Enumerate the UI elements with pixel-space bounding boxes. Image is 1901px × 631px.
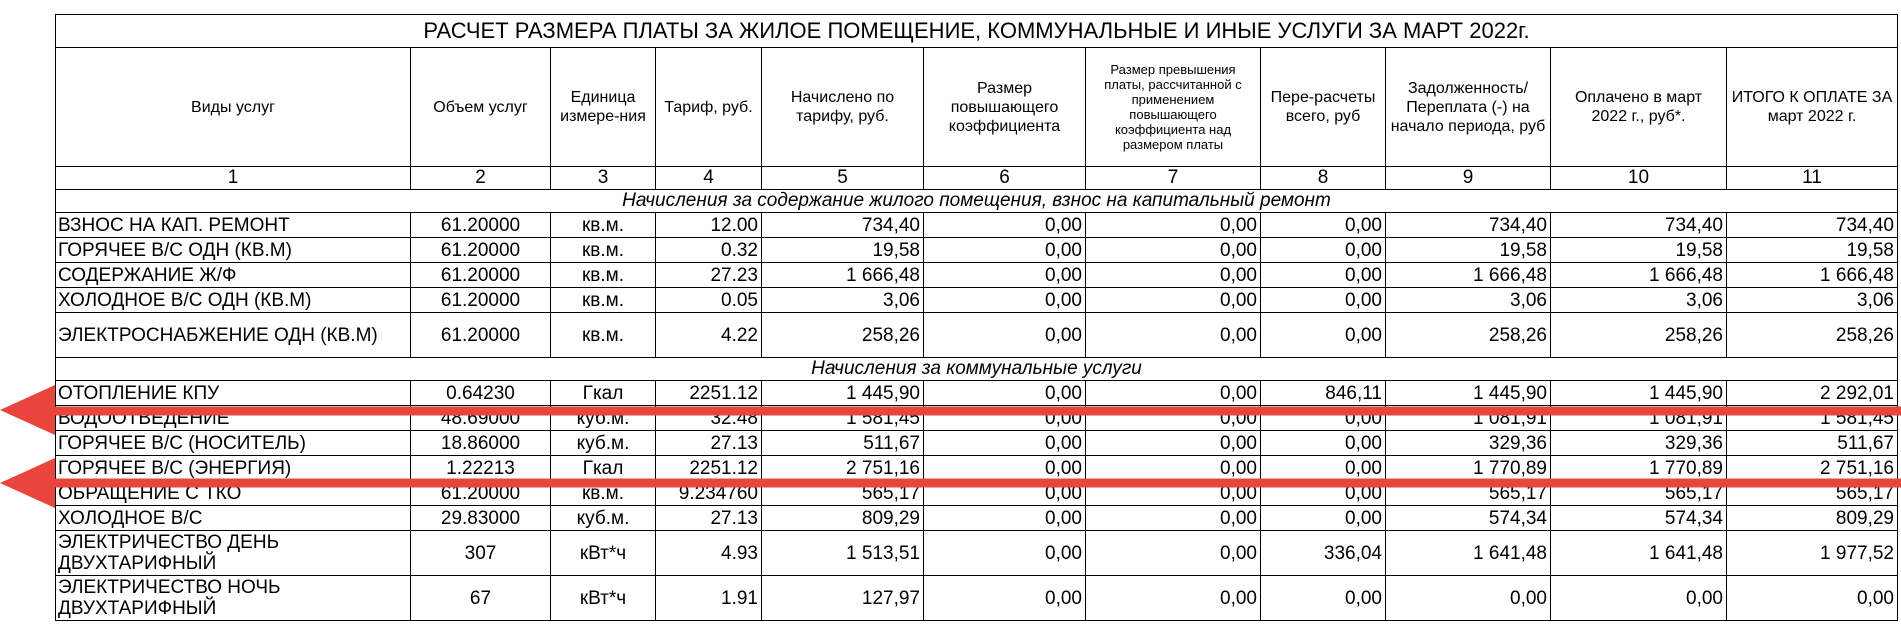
cell-col-11: 809,29 (1727, 506, 1898, 531)
cell-col-8: 0,00 (1261, 576, 1386, 621)
cell-col-3: куб.м. (551, 431, 656, 456)
cell-col-5: 127,97 (762, 576, 924, 621)
cell-col-6: 0,00 (924, 506, 1086, 531)
cell-col-6: 0,00 (924, 238, 1086, 263)
cell-col-9: 734,40 (1386, 213, 1551, 238)
cell-col-9: 1 641,48 (1386, 531, 1551, 576)
cell-col-2: 61.20000 (411, 213, 551, 238)
cell-col-5: 1 581,45 (762, 406, 924, 431)
cell-col-8: 0,00 (1261, 263, 1386, 288)
cell-col-2: 29.83000 (411, 506, 551, 531)
cell-col-3: кВт*ч (551, 576, 656, 621)
cell-col-8: 0,00 (1261, 406, 1386, 431)
cell-col-10: 0,00 (1551, 576, 1727, 621)
cell-col-6: 0,00 (924, 263, 1086, 288)
cell-col-9: 19,58 (1386, 238, 1551, 263)
cell-col-7: 0,00 (1086, 381, 1261, 406)
cell-col-7: 0,00 (1086, 431, 1261, 456)
arrow-heating-head (0, 385, 55, 435)
service-name: ГОРЯЧЕЕ В/С (ЭНЕРГИЯ) (56, 456, 411, 481)
table-row (56, 313, 1898, 358)
cell-col-6: 0,00 (924, 213, 1086, 238)
table-row (56, 238, 1898, 263)
cell-col-4: 27.23 (656, 263, 762, 288)
cell-col-9: 1 445,90 (1386, 381, 1551, 406)
cell-col-4: 2251.12 (656, 381, 762, 406)
cell-col-11: 734,40 (1727, 213, 1898, 238)
cell-col-2: 0.64230 (411, 381, 551, 406)
service-name: ГОРЯЧЕЕ В/С ОДН (КВ.М) (56, 238, 411, 263)
cell-col-8: 0,00 (1261, 288, 1386, 313)
cell-col-7: 0,00 (1086, 481, 1261, 506)
cell-col-4: 27.13 (656, 431, 762, 456)
cell-col-6: 0,00 (924, 481, 1086, 506)
cell-col-11: 1 581,45 (1727, 406, 1898, 431)
cell-col-5: 258,26 (762, 313, 924, 358)
service-name: ЭЛЕКТРОСНАБЖЕНИЕ ОДН (КВ.М) (56, 313, 411, 358)
payment-document (55, 14, 1897, 621)
cell-col-5: 734,40 (762, 213, 924, 238)
cell-col-10: 1 770,89 (1551, 456, 1727, 481)
cell-col-3: куб.м. (551, 506, 656, 531)
header-col-11: ИТОГО К ОПЛАТЕ ЗА март 2022 г. (1727, 48, 1898, 167)
cell-col-5: 565,17 (762, 481, 924, 506)
cell-col-3: кВт*ч (551, 531, 656, 576)
header-col-10: Оплачено в март 2022 г., руб*. (1551, 48, 1727, 167)
cell-col-2: 61.20000 (411, 481, 551, 506)
cell-col-9: 258,26 (1386, 313, 1551, 358)
cell-col-8: 0,00 (1261, 313, 1386, 358)
table-row (56, 576, 1898, 621)
cell-col-11: 3,06 (1727, 288, 1898, 313)
cell-col-11: 1 977,52 (1727, 531, 1898, 576)
cell-col-5: 1 666,48 (762, 263, 924, 288)
service-name: ЭЛЕКТРИЧЕСТВО НОЧЬ ДВУХТАРИФНЫЙ (56, 576, 411, 621)
table-row (56, 481, 1898, 506)
cell-col-5: 1 513,51 (762, 531, 924, 576)
column-number: 7 (1086, 167, 1261, 190)
cell-col-6: 0,00 (924, 531, 1086, 576)
header-col-4: Тариф, руб. (656, 48, 762, 167)
cell-col-6: 0,00 (924, 576, 1086, 621)
cell-col-10: 1 081,91 (1551, 406, 1727, 431)
cell-col-10: 734,40 (1551, 213, 1727, 238)
header-col-8: Пере-расчеты всего, руб (1261, 48, 1386, 167)
cell-col-10: 565,17 (1551, 481, 1727, 506)
cell-col-5: 511,67 (762, 431, 924, 456)
table-row (56, 531, 1898, 576)
cell-col-8: 846,11 (1261, 381, 1386, 406)
cell-col-11: 565,17 (1727, 481, 1898, 506)
cell-col-3: Гкал (551, 381, 656, 406)
cell-col-10: 1 641,48 (1551, 531, 1727, 576)
cell-col-7: 0,00 (1086, 288, 1261, 313)
cell-col-3: кв.м. (551, 288, 656, 313)
service-name: ЭЛЕКТРИЧЕСТВО ДЕНЬ ДВУХТАРИФНЫЙ (56, 531, 411, 576)
cell-col-3: куб.м. (551, 406, 656, 431)
cell-col-4: 0.05 (656, 288, 762, 313)
cell-col-7: 0,00 (1086, 506, 1261, 531)
cell-col-11: 258,26 (1727, 313, 1898, 358)
service-name: ХОЛОДНОЕ В/С ОДН (КВ.М) (56, 288, 411, 313)
header-row (56, 48, 1898, 167)
table-row (56, 288, 1898, 313)
cell-col-9: 574,34 (1386, 506, 1551, 531)
cell-col-6: 0,00 (924, 313, 1086, 358)
cell-col-4: 27.13 (656, 506, 762, 531)
cell-col-3: Гкал (551, 456, 656, 481)
cell-col-7: 0,00 (1086, 263, 1261, 288)
cell-col-4: 12.00 (656, 213, 762, 238)
header-col-3: Единица измере-ния (551, 48, 656, 167)
cell-col-7: 0,00 (1086, 238, 1261, 263)
column-number: 10 (1551, 167, 1727, 190)
cell-col-2: 61.20000 (411, 263, 551, 288)
cell-col-9: 565,17 (1386, 481, 1551, 506)
cell-col-9: 1 666,48 (1386, 263, 1551, 288)
cell-col-8: 0,00 (1261, 431, 1386, 456)
cell-col-7: 0,00 (1086, 406, 1261, 431)
billing-table (55, 14, 1898, 621)
column-number-row (56, 167, 1898, 190)
cell-col-3: кв.м. (551, 481, 656, 506)
header-col-1: Виды услуг (56, 48, 411, 167)
table-row (56, 213, 1898, 238)
cell-col-7: 0,00 (1086, 531, 1261, 576)
cell-col-5: 19,58 (762, 238, 924, 263)
cell-col-8: 0,00 (1261, 481, 1386, 506)
header-col-2: Объем услуг (411, 48, 551, 167)
column-number: 8 (1261, 167, 1386, 190)
cell-col-2: 1.22213 (411, 456, 551, 481)
cell-col-11: 1 666,48 (1727, 263, 1898, 288)
section-housing: Начисления за содержание жилого помещения, взнос на капитальный ремонт (56, 190, 1898, 213)
header-col-9: Задолженность/ Переплата (-) на начало периода, руб (1386, 48, 1551, 167)
service-name: ВЗНОС НА КАП. РЕМОНТ (56, 213, 411, 238)
column-number: 3 (551, 167, 656, 190)
cell-col-5: 2 751,16 (762, 456, 924, 481)
table-row (56, 456, 1898, 481)
cell-col-4: 0.32 (656, 238, 762, 263)
cell-col-9: 1 770,89 (1386, 456, 1551, 481)
cell-col-5: 809,29 (762, 506, 924, 531)
service-name: ОБРАЩЕНИЕ С ТКО (56, 481, 411, 506)
cell-col-9: 3,06 (1386, 288, 1551, 313)
cell-col-10: 1 445,90 (1551, 381, 1727, 406)
table-row (56, 506, 1898, 531)
cell-col-5: 1 445,90 (762, 381, 924, 406)
cell-col-8: 0,00 (1261, 213, 1386, 238)
cell-col-10: 574,34 (1551, 506, 1727, 531)
cell-col-6: 0,00 (924, 406, 1086, 431)
cell-col-10: 329,36 (1551, 431, 1727, 456)
column-number: 9 (1386, 167, 1551, 190)
cell-col-3: кв.м. (551, 263, 656, 288)
cell-col-2: 61.20000 (411, 313, 551, 358)
cell-col-10: 3,06 (1551, 288, 1727, 313)
table-row (56, 406, 1898, 431)
cell-col-7: 0,00 (1086, 456, 1261, 481)
arrow-hot-water-head (0, 458, 55, 508)
cell-col-8: 336,04 (1261, 531, 1386, 576)
header-col-6: Размер повышающего коэффициента (924, 48, 1086, 167)
cell-col-9: 0,00 (1386, 576, 1551, 621)
column-number: 6 (924, 167, 1086, 190)
table-row (56, 263, 1898, 288)
header-col-5: Начислено по тарифу, руб. (762, 48, 924, 167)
service-name: ГОРЯЧЕЕ В/С (НОСИТЕЛЬ) (56, 431, 411, 456)
cell-col-8: 0,00 (1261, 506, 1386, 531)
cell-col-11: 2 292,01 (1727, 381, 1898, 406)
cell-col-6: 0,00 (924, 381, 1086, 406)
cell-col-3: кв.м. (551, 238, 656, 263)
cell-col-2: 48.69000 (411, 406, 551, 431)
cell-col-4: 4.22 (656, 313, 762, 358)
cell-col-2: 61.20000 (411, 238, 551, 263)
column-number: 4 (656, 167, 762, 190)
column-number: 1 (56, 167, 411, 190)
service-name: ВОДООТВЕДЕНИЕ (56, 406, 411, 431)
cell-col-7: 0,00 (1086, 313, 1261, 358)
column-number: 2 (411, 167, 551, 190)
document-title: РАСЧЕТ РАЗМЕРА ПЛАТЫ ЗА ЖИЛОЕ ПОМЕЩЕНИЕ, КОММУНАЛЬНЫЕ И ИНЫЕ УСЛУГИ ЗА МАРТ 2022г. (56, 15, 1898, 48)
cell-col-5: 3,06 (762, 288, 924, 313)
cell-col-2: 67 (411, 576, 551, 621)
header-col-7: Размер превышения платы, рассчитанной с применением повышающего коэффициента над размером платы (1086, 48, 1261, 167)
cell-col-8: 0,00 (1261, 456, 1386, 481)
cell-col-4: 1.91 (656, 576, 762, 621)
cell-col-7: 0,00 (1086, 576, 1261, 621)
service-name: ХОЛОДНОЕ В/С (56, 506, 411, 531)
cell-col-11: 511,67 (1727, 431, 1898, 456)
service-name: СОДЕРЖАНИЕ Ж/Ф (56, 263, 411, 288)
cell-col-9: 1 081,91 (1386, 406, 1551, 431)
cell-col-7: 0,00 (1086, 213, 1261, 238)
cell-col-2: 61.20000 (411, 288, 551, 313)
cell-col-8: 0,00 (1261, 238, 1386, 263)
cell-col-3: кв.м. (551, 213, 656, 238)
cell-col-4: 9.234760 (656, 481, 762, 506)
cell-col-10: 258,26 (1551, 313, 1727, 358)
cell-col-3: кв.м. (551, 313, 656, 358)
cell-col-4: 4.93 (656, 531, 762, 576)
cell-col-9: 329,36 (1386, 431, 1551, 456)
cell-col-11: 0,00 (1727, 576, 1898, 621)
cell-col-2: 18.86000 (411, 431, 551, 456)
service-name: ОТОПЛЕНИЕ КПУ (56, 381, 411, 406)
cell-col-10: 1 666,48 (1551, 263, 1727, 288)
table-row (56, 381, 1898, 406)
cell-col-4: 2251.12 (656, 456, 762, 481)
column-number: 5 (762, 167, 924, 190)
cell-col-6: 0,00 (924, 431, 1086, 456)
cell-col-10: 19,58 (1551, 238, 1727, 263)
section-utilities: Начисления за коммунальные услуги (56, 358, 1898, 381)
cell-col-2: 307 (411, 531, 551, 576)
table-row (56, 431, 1898, 456)
cell-col-6: 0,00 (924, 288, 1086, 313)
cell-col-11: 19,58 (1727, 238, 1898, 263)
column-number: 11 (1727, 167, 1898, 190)
cell-col-6: 0,00 (924, 456, 1086, 481)
cell-col-4: 32.48 (656, 406, 762, 431)
cell-col-11: 2 751,16 (1727, 456, 1898, 481)
